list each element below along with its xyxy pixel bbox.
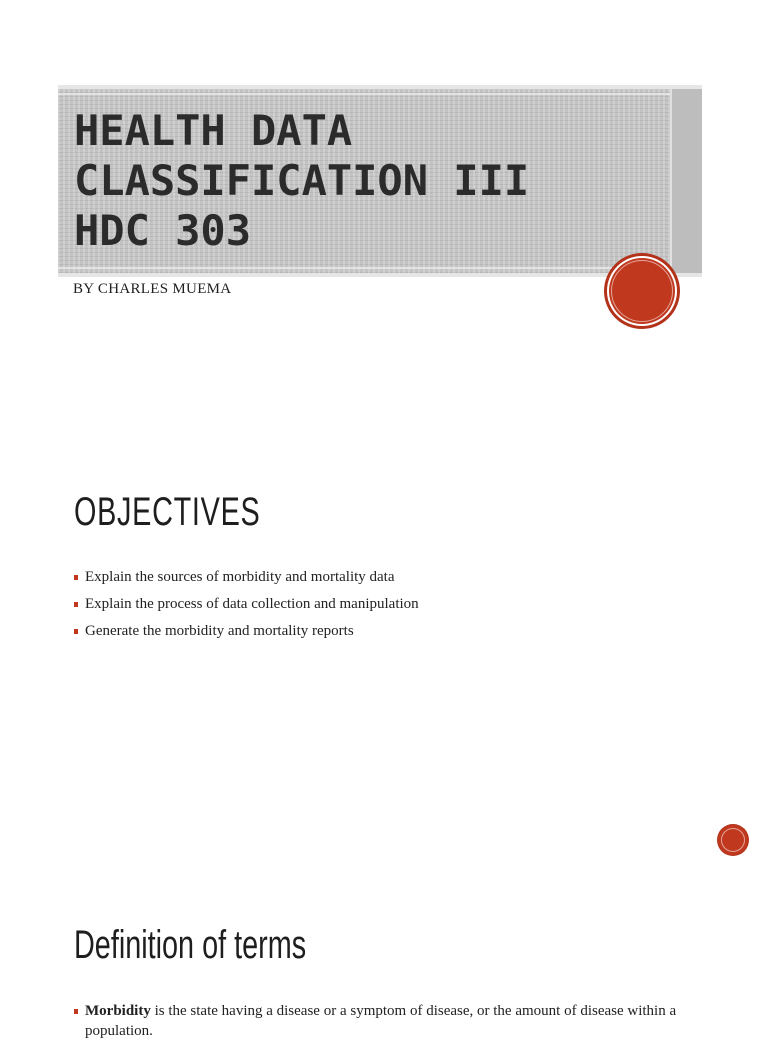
list-item	[74, 564, 419, 591]
band-line-top	[58, 93, 702, 95]
square-bullet-icon	[74, 575, 78, 580]
square-bullet-icon	[74, 1009, 78, 1014]
list-item	[74, 591, 419, 618]
list-item-text: Explain the sources of morbidity and mortality data	[85, 569, 395, 585]
square-bullet-icon	[74, 602, 78, 607]
definitions-list	[74, 998, 705, 1041]
title-line-3: HDC 303	[74, 206, 252, 255]
definition-text: is the state having a disease or a symptom of disease, or the amount of disease within a population.	[85, 1003, 677, 1039]
square-bullet-icon	[74, 629, 78, 634]
objectives-list	[74, 564, 419, 645]
author-subtitle: BY CHARLES MUEMA	[73, 281, 232, 297]
decorative-circle-large	[607, 256, 677, 326]
title-line-2: CLASSIFICATION III	[74, 156, 530, 205]
list-item-text: Generate the morbidity and mortality reports	[85, 623, 354, 639]
band-right-strip	[670, 89, 702, 273]
decorative-circle-small	[718, 825, 748, 855]
list-item	[74, 618, 419, 645]
definition-term: Morbidity	[85, 1003, 151, 1019]
band-line-bottom	[58, 267, 702, 269]
list-item	[74, 998, 705, 1041]
definitions-heading: Definition of terms	[74, 923, 307, 967]
title-line-1: HEALTH DATA	[74, 106, 353, 155]
objectives-heading: OBJECTIVES	[74, 490, 261, 534]
list-item-text: Explain the process of data collection and manipulation	[85, 596, 419, 612]
